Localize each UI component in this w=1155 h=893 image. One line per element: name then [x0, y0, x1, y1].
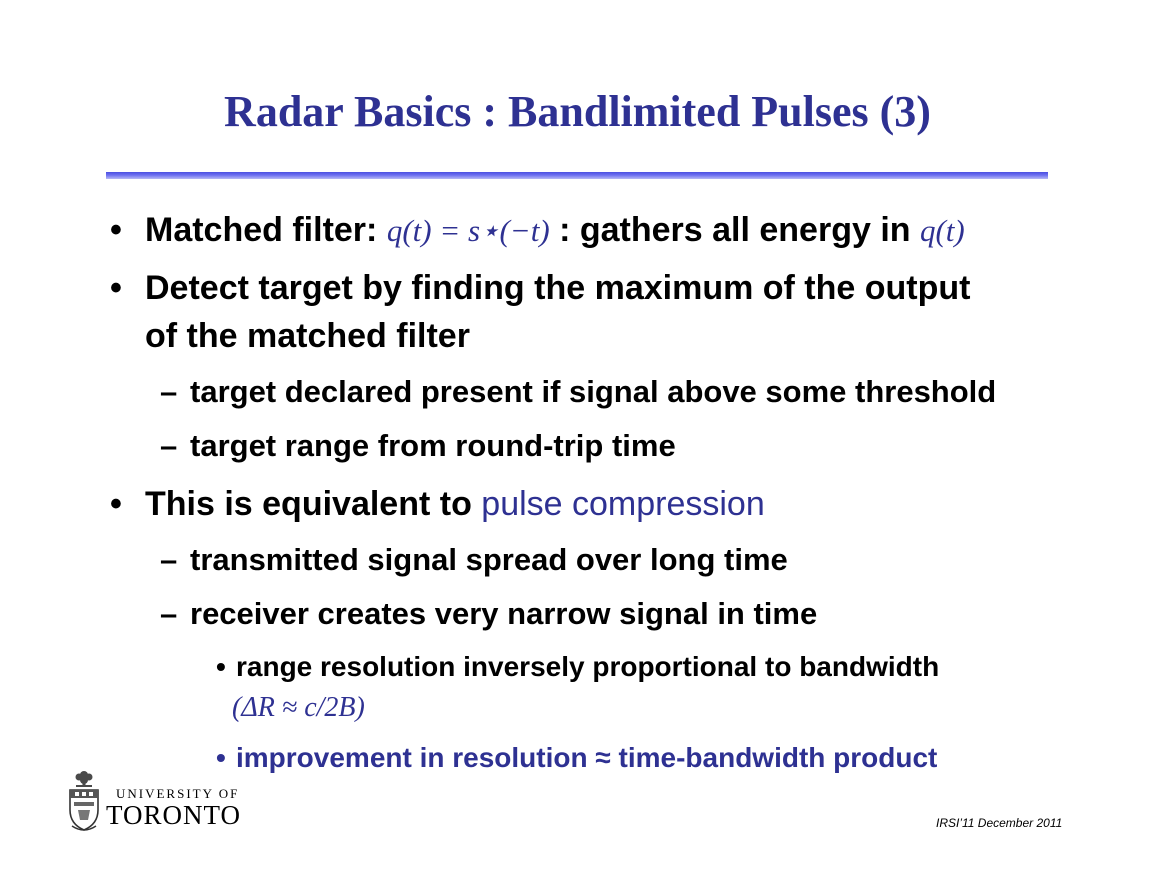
sub-bullet-receiver: receiver creates very narrow signal in time — [190, 596, 818, 631]
matched-filter-formula: q(t) = s⋆(−t) — [386, 213, 550, 248]
sub-sub-bullet-improvement: improvement in resolution ≈ time-bandwidth product — [236, 742, 938, 773]
slide-title: Radar Basics : Bandlimited Pulses (3) — [224, 87, 931, 136]
resolution-formula: (ΔR ≈ c/2B) — [232, 692, 365, 723]
bullet-matched-filter — [145, 210, 965, 251]
logo-toronto: TORONTO — [106, 800, 242, 830]
pulse-compression-highlight: pulse compression — [481, 485, 765, 523]
bullet-text: Matched filter: — [145, 211, 387, 249]
bullet-detect-target-line1: Detect target by finding the maximum of the output — [145, 269, 971, 307]
bullet-text: : gathers all energy in — [559, 211, 920, 249]
sub-sub-bullet-marker: • — [216, 742, 226, 773]
sub-bullet-transmitted: transmitted signal spread over long time — [190, 542, 788, 577]
energy-formula: q(t) — [919, 213, 965, 248]
sub-sub-bullet-resolution-line1: range resolution inversely proportional to bandwidth — [236, 651, 940, 682]
bullet-marker: • — [110, 269, 122, 307]
bullet-marker: • — [110, 485, 122, 523]
sub-sub-bullet-resolution-line2 — [232, 690, 365, 725]
sub-bullet-marker: – — [160, 596, 178, 631]
sub-bullet-marker: – — [160, 428, 178, 463]
sub-bullet-threshold: target declared present if signal above some threshold — [190, 374, 997, 409]
footer-date: IRSI’11 December 2011 — [936, 816, 1063, 830]
logo-university-of: UNIVERSITY OF — [116, 786, 240, 801]
bullet-detect-target-line2: of the matched filter — [145, 317, 470, 355]
sub-bullet-marker: – — [160, 542, 178, 577]
bullet-pulse-compression — [145, 484, 765, 524]
sub-sub-bullet-marker: • — [216, 651, 226, 682]
bullet-text: This is equivalent to — [145, 485, 482, 523]
sub-bullet-range: target range from round-trip time — [190, 428, 676, 463]
sub-bullet-marker: – — [160, 374, 178, 409]
bullet-marker: • — [110, 211, 122, 249]
